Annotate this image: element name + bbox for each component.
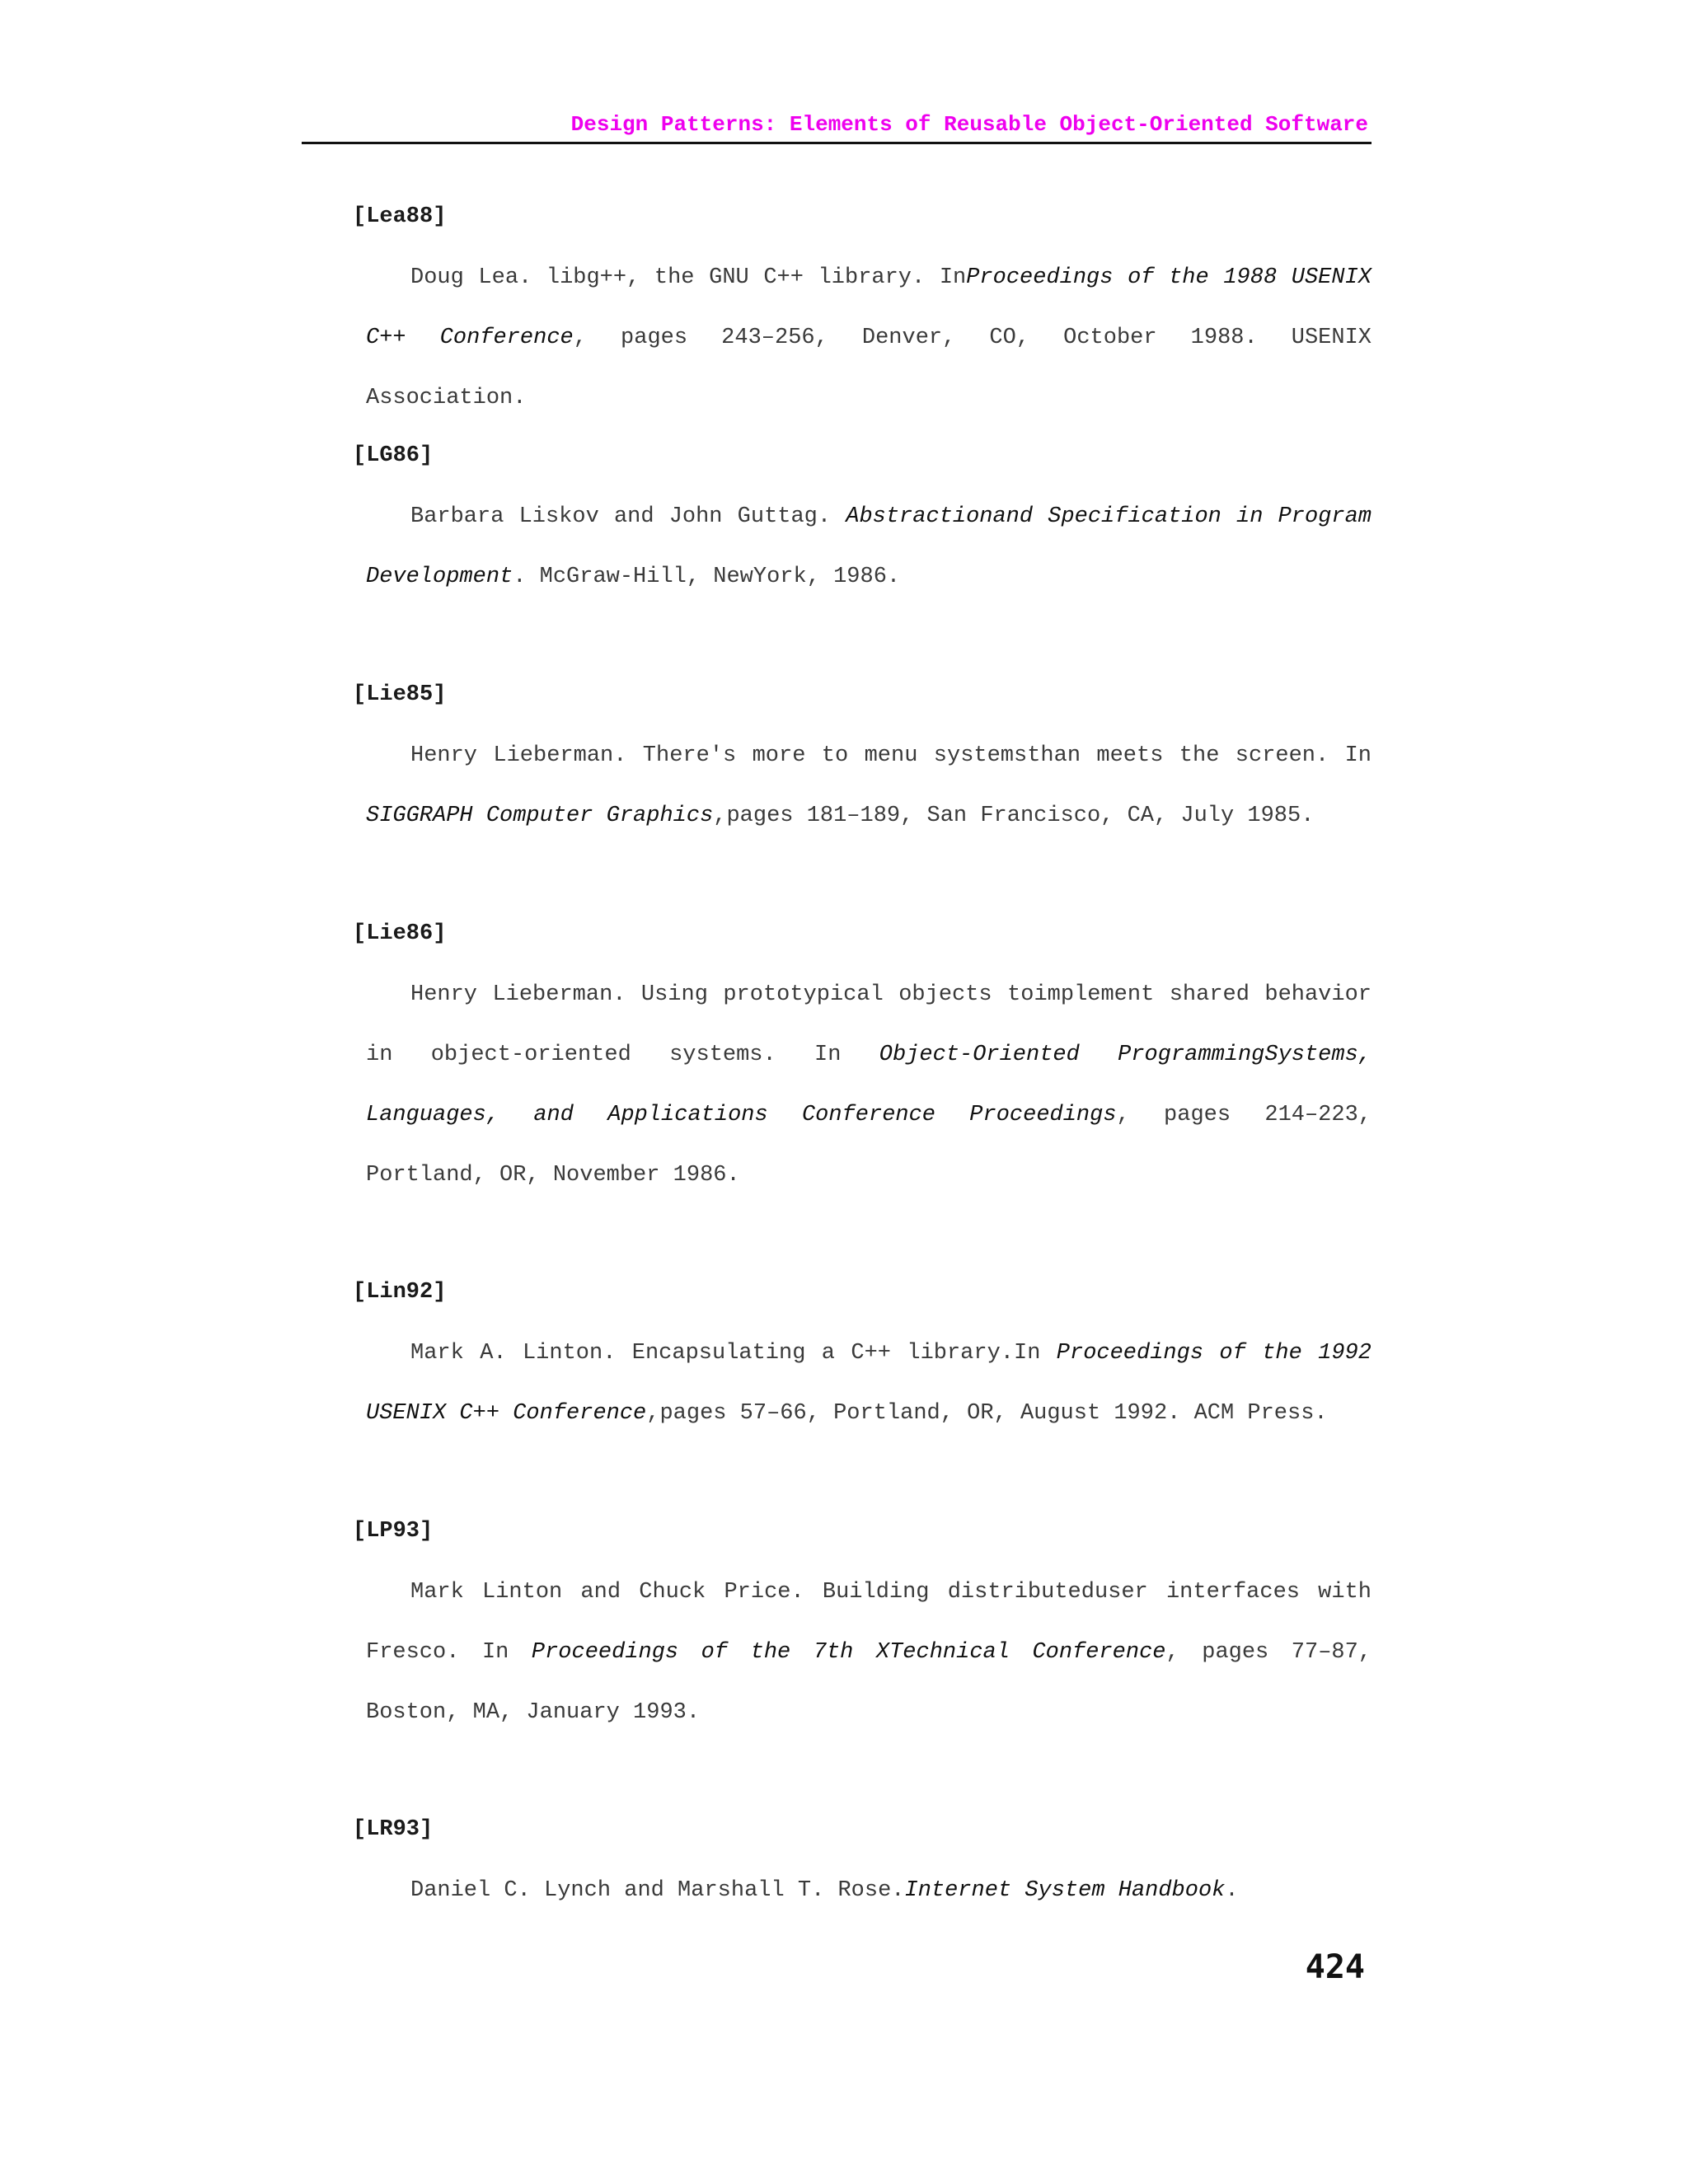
reference-entry <box>353 439 1372 589</box>
reference-text-part: , pages 214–223, Portland, OR, November 1986. <box>366 1103 1372 1188</box>
reference-title: Internet System Handbook <box>904 1878 1226 1903</box>
reference-text <box>366 1324 1372 1444</box>
reference-title: Proceedings of the 1988 USENIX C++ Conference <box>366 265 1372 350</box>
reference-key: [LP93] <box>353 1519 434 1544</box>
reference-key: [Lie85] <box>353 682 447 707</box>
reference-entry <box>353 1515 1372 1725</box>
reference-title: SIGGRAPH Computer Graphics <box>366 804 714 828</box>
reference-title: Proceedings of the 1992 USENIX C++ Conference <box>366 1341 1372 1426</box>
reference-key: [LR93] <box>353 1817 434 1842</box>
reference-text <box>366 726 1372 846</box>
reference-text <box>366 1861 1372 1921</box>
reference-key: [Lea88] <box>353 204 447 229</box>
running-header <box>302 105 1372 144</box>
reference-text <box>366 248 1372 429</box>
reference-title: Proceedings of the 7th XTechnical Conference <box>531 1640 1166 1665</box>
reference-text-part: Mark A. Linton. Encapsulating a C++ library.In <box>410 1341 1057 1366</box>
reference-key: [LG86] <box>353 443 434 468</box>
reference-text <box>366 1563 1372 1743</box>
reference-text-part: Henry Lieberman. There's more to menu systemsthan meets the screen. In <box>410 743 1372 768</box>
reference-text-part: Doug Lea. libg++, the GNU C++ library. In <box>410 265 967 290</box>
reference-text-part: Daniel C. Lynch and Marshall T. Rose. <box>410 1878 905 1903</box>
reference-entry <box>353 1813 1372 1903</box>
reference-key: [Lie86] <box>353 921 447 946</box>
page-number: 424 <box>1305 1948 1365 1986</box>
reference-entry <box>353 917 1372 1188</box>
reference-text-part: , pages 243–256, Denver, CO, October 1988. USENIX Association. <box>366 326 1372 410</box>
reference-text <box>366 487 1372 607</box>
reference-text-part: Mark Linton and Chuck Price. Building distributeduser interfaces with Fresco. In <box>366 1580 1372 1665</box>
reference-entry <box>353 1276 1372 1426</box>
reference-text-part: . <box>1225 1878 1239 1903</box>
reference-title: Abstractionand Specification in Program Development <box>366 504 1372 589</box>
reference-title: Object-Oriented ProgrammingSystems, Languages, and Applications Conference Proceedings <box>366 1043 1372 1127</box>
reference-text-part: Barbara Liskov and John Guttag. <box>410 504 846 529</box>
reference-text <box>366 965 1372 1206</box>
reference-key: [Lin92] <box>353 1280 447 1305</box>
book-title: Design Patterns: Elements of Reusable Object-Oriented Software <box>570 112 1368 137</box>
reference-text-part: . McGraw-Hill, NewYork, 1986. <box>513 565 901 589</box>
reference-text-part: , pages 77–87, Boston, MA, January 1993. <box>366 1640 1372 1725</box>
reference-entry <box>353 678 1372 828</box>
reference-entry <box>353 200 1372 410</box>
reference-text-part: ,pages 57–66, Portland, OR, August 1992. ACM Press. <box>646 1401 1328 1426</box>
reference-text-part: ,pages 181–189, San Francisco, CA, July 1985. <box>713 804 1315 828</box>
reference-text-part: Henry Lieberman. Using prototypical objects toimplement shared behavior in object-oriented systems. In <box>366 982 1372 1067</box>
